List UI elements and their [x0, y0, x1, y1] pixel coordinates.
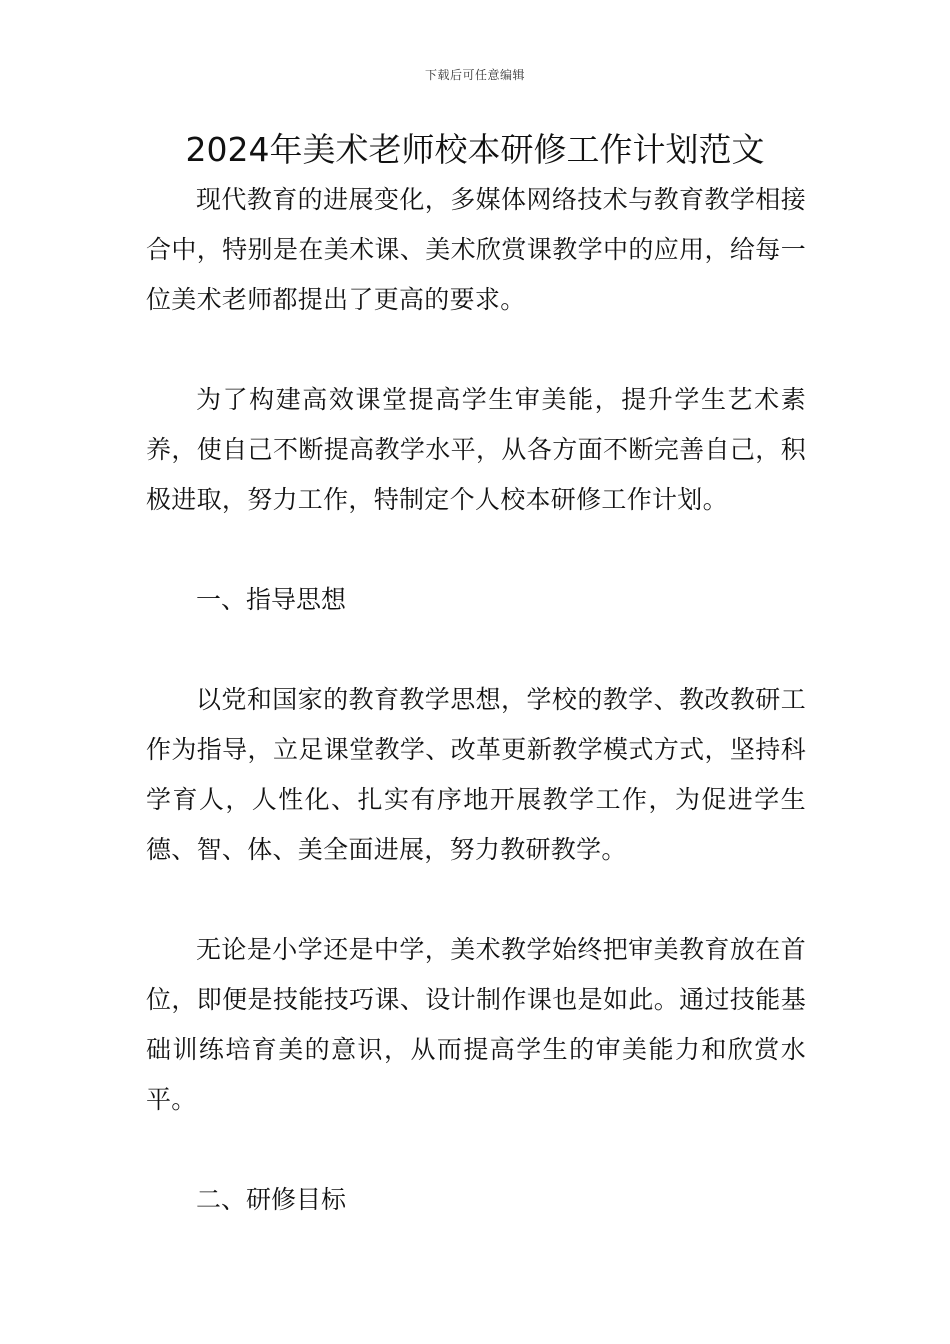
- section-heading-research-goals: 二、研修目标: [196, 1185, 347, 1214]
- document-body: [146, 175, 806, 1275]
- document-title: 2024年美术老师校本研修工作计划范文: [185, 130, 765, 169]
- paragraph-aesthetic-education: 无论是小学还是中学，美术教学始终把审美教育放在首位，即便是技能技巧课、设计制作课也是如此。通过技能基础训练培育美的意识，从而提高学生的审美能力和欣赏水平。: [146, 935, 806, 1114]
- paragraph-purpose: 为了构建高效课堂提高学生审美能，提升学生艺术素养，使自己不断提高教学水平，从各方面不断完善自己，积极进取，努力工作，特制定个人校本研修工作计划。: [146, 385, 806, 514]
- paragraph-guiding-ideology: 以党和国家的教育教学思想，学校的教学、教改教研工作为指导，立足课堂教学、改革更新教学模式方式，坚持科学育人，人性化、扎实有序地开展教学工作，为促进学生德、智、体、美全面进展，努力教研教学。: [146, 685, 806, 864]
- download-note: 下载后可任意编辑: [424, 68, 525, 82]
- paragraph-intro: 现代教育的进展变化，多媒体网络技术与教育教学相接合中，特别是在美术课、美术欣赏课教学中的应用，给每一位美术老师都提出了更高的要求。: [146, 185, 806, 314]
- section-heading-guiding-ideology: 一、指导思想: [196, 585, 347, 614]
